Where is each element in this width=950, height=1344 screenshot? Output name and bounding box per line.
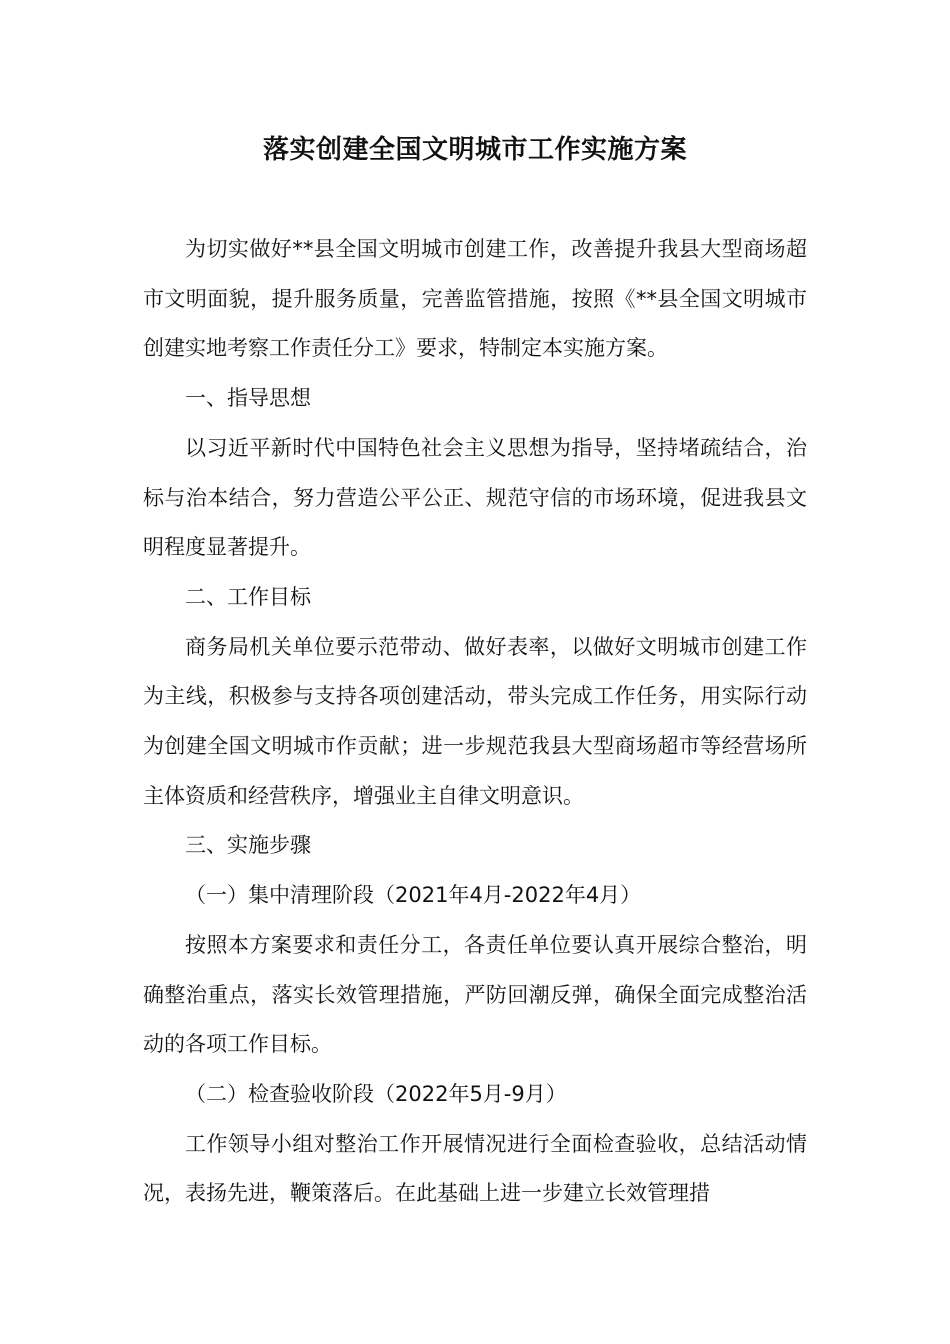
heading-work-goals: 二、工作目标	[185, 584, 311, 609]
paragraph-work-goals: 商务局机关单位要示范带动、做好表率，以做好文明城市创建工作为主线，积极参与支持各项创建活动，带头完成工作任务，用实际行动为创建全国文明城市作贡献；进一步规范我县大型商场超市等经营场所主体资质和经营秩序，增强业主自律文明意识。	[143, 634, 807, 808]
paragraph-guiding-ideology: 以习近平新时代中国特色社会主义思想为指导，坚持堵疏结合，治标与治本结合，努力营造公平公正、规范守信的市场环境，促进我县文明程度显著提升。	[143, 435, 807, 560]
document-body	[143, 225, 807, 1219]
document-title: 落实创建全国文明城市工作实施方案	[262, 135, 687, 165]
subheading-stage-two: （二）检查验收阶段（2022年5月-9月）	[185, 1081, 567, 1106]
subheading-stage-one: （一）集中清理阶段（2021年4月-2022年4月）	[185, 883, 642, 908]
paragraph-intro: 为切实做好**县全国文明城市创建工作，改善提升我县大型商场超市文明面貌，提升服务质量，完善监管措施，按照《**县全国文明城市创建实地考察工作责任分工》要求，特制定本实施方案。	[143, 237, 807, 361]
paragraph-stage-two: 工作领导小组对整治工作开展情况进行全面检查验收，总结活动情况，表扬先进，鞭策落后。在此基础上进一步建立长效管理措	[143, 1131, 807, 1206]
paragraph-stage-one: 按照本方案要求和责任分工，各责任单位要认真开展综合整治，明确整治重点，落实长效管理措施，严防回潮反弹，确保全面完成整治活动的各项工作目标。	[143, 932, 807, 1057]
heading-implementation-steps: 三、实施步骤	[185, 833, 311, 858]
heading-guiding-ideology: 一、指导思想	[185, 386, 311, 411]
